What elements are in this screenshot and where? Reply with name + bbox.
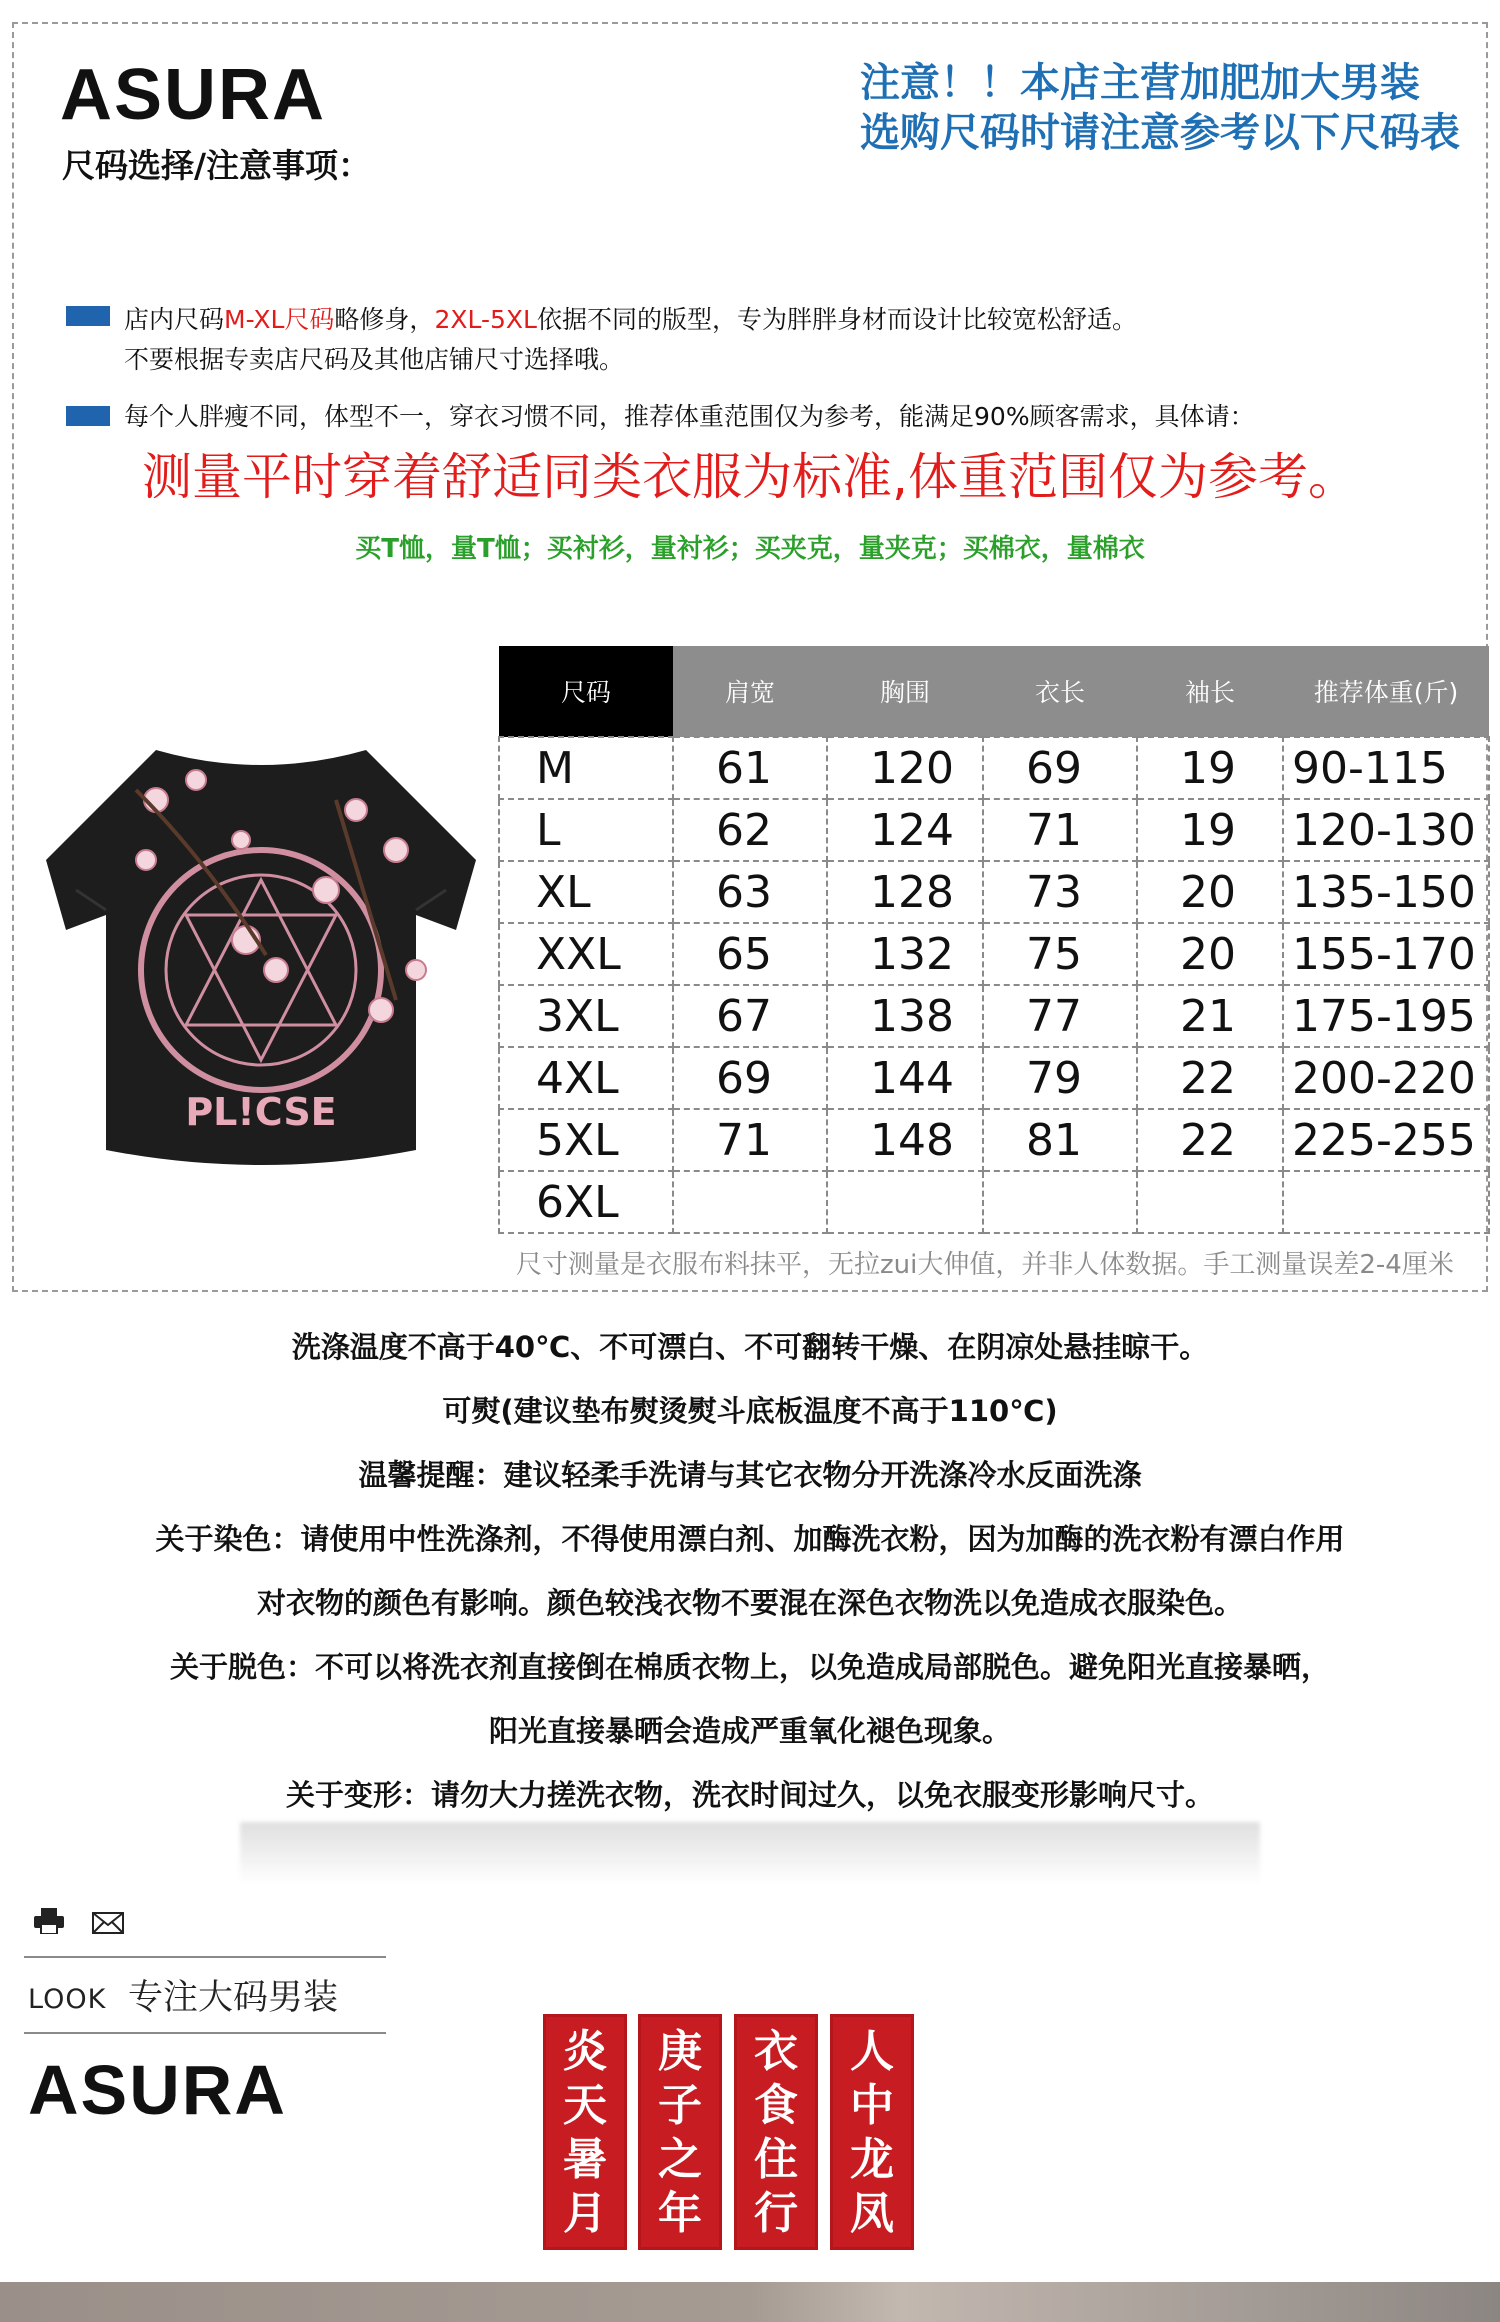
bullet-bar bbox=[66, 406, 110, 426]
care-line: 温馨提醒：建议轻柔手洗请与其它衣物分开洗涤冷水反面洗涤 bbox=[358, 1458, 1142, 1492]
table-row bbox=[499, 923, 1489, 985]
measure-warning: 测量平时穿着舒适同类衣服为标准,体重范围仅为参考。 bbox=[142, 448, 1358, 506]
table-cell: 144 bbox=[827, 1047, 983, 1109]
notice-box bbox=[860, 58, 1460, 158]
table-cell: 175-195 bbox=[1283, 985, 1489, 1047]
table-cell: M bbox=[499, 737, 673, 799]
table-cell: 22 bbox=[1137, 1047, 1283, 1109]
table-row bbox=[499, 1047, 1489, 1109]
table-cell: 90-115 bbox=[1283, 737, 1489, 799]
table-cell: 3XL bbox=[499, 985, 673, 1047]
table-cell: 120-130 bbox=[1283, 799, 1489, 861]
care-line: 对衣物的颜色有影响。颜色较浅衣物不要混在深色衣物洗以免造成衣服染色。 bbox=[256, 1586, 1243, 1620]
table-cell: 61 bbox=[673, 737, 827, 799]
table-header-cell: 袖长 bbox=[1137, 646, 1283, 737]
table-cell: 69 bbox=[983, 737, 1137, 799]
tagline: 专注大码男装 bbox=[128, 1978, 339, 2018]
table-cell: 69 bbox=[673, 1047, 827, 1109]
table-cell: 20 bbox=[1137, 923, 1283, 985]
table-row bbox=[499, 861, 1489, 923]
table-header-cell: 推荐体重(斤) bbox=[1283, 646, 1489, 737]
care-line: 洗涤温度不高于40℃、不可漂白、不可翻转干燥、在阴凉处悬挂晾干。 bbox=[291, 1330, 1209, 1364]
table-cell: 71 bbox=[983, 799, 1137, 861]
table-header-cell: 肩宽 bbox=[673, 646, 827, 737]
table-cell: 20 bbox=[1137, 861, 1283, 923]
table-cell bbox=[983, 1171, 1137, 1233]
table-cell: 21 bbox=[1137, 985, 1283, 1047]
table-cell: 73 bbox=[983, 861, 1137, 923]
brand-logo-footer: ASURA bbox=[28, 2051, 287, 2129]
size-note-2: 不要根据专卖店尺码及其他店铺尺寸选择哦。 bbox=[124, 345, 625, 374]
bottom-photo-strip bbox=[0, 2282, 1500, 2322]
care-line: 关于染色：请使用中性洗涤剂，不得使用漂白剂、加酶洗衣粉，因为加酶的洗衣粉有漂白作用 bbox=[155, 1522, 1345, 1556]
table-cell bbox=[673, 1171, 827, 1233]
table-cell: 128 bbox=[827, 861, 983, 923]
table-cell: 200-220 bbox=[1283, 1047, 1489, 1109]
care-line: 关于变形：请勿大力搓洗衣物，洗衣时间过久，以免衣服变形影响尺寸。 bbox=[285, 1778, 1214, 1812]
table-cell: 77 bbox=[983, 985, 1137, 1047]
table-cell: 79 bbox=[983, 1047, 1137, 1109]
table-cell: 124 bbox=[827, 799, 983, 861]
section-subtitle: 尺码选择/注意事项： bbox=[62, 146, 372, 185]
size-note: 店内尺码M-XL尺码略修身，2XL-5XL依据不同的版型，专为胖胖身材而设计比较宽松舒适。 bbox=[124, 305, 1137, 334]
table-cell: 19 bbox=[1137, 737, 1283, 799]
care-instructions bbox=[0, 1315, 1500, 1827]
table-cell: 71 bbox=[673, 1109, 827, 1171]
brand-logo: ASURA bbox=[60, 55, 327, 135]
table-cell: 63 bbox=[673, 861, 827, 923]
mail-icon[interactable] bbox=[92, 1912, 124, 1934]
notice-line-1: 注意！！本店主营加肥加大男装 bbox=[860, 60, 1420, 106]
table-header-cell: 尺码 bbox=[499, 646, 673, 737]
notice-line-2: 选购尺码时请注意参考以下尺码表 bbox=[860, 110, 1460, 156]
table-row bbox=[499, 737, 1489, 799]
table-cell: 62 bbox=[673, 799, 827, 861]
table-cell: 65 bbox=[673, 923, 827, 985]
table-cell: 22 bbox=[1137, 1109, 1283, 1171]
shirt-print-text: PL!CSE bbox=[185, 1090, 337, 1134]
table-cell: 67 bbox=[673, 985, 827, 1047]
table-cell: XL bbox=[499, 861, 673, 923]
care-line: 阳光直接暴晒会造成严重氧化褪色现象。 bbox=[488, 1714, 1011, 1748]
table-cell: 5XL bbox=[499, 1109, 673, 1171]
seal-1: 炎 天 暑 月 bbox=[543, 2014, 627, 2250]
table-cell: 135-150 bbox=[1283, 861, 1489, 923]
table-cell: 4XL bbox=[499, 1047, 673, 1109]
table-cell bbox=[827, 1171, 983, 1233]
table-cell bbox=[1137, 1171, 1283, 1233]
table-row bbox=[499, 985, 1489, 1047]
table-footnote: 尺寸测量是衣服布料抹平，无拉zui大伸值，并非人体数据。手工测量误差2-4厘米 bbox=[516, 1250, 1454, 1280]
table-cell: 138 bbox=[827, 985, 983, 1047]
table-cell: 155-170 bbox=[1283, 923, 1489, 985]
divider bbox=[24, 2032, 386, 2034]
table-cell: 81 bbox=[983, 1109, 1137, 1171]
table-cell: 132 bbox=[827, 923, 983, 985]
table-row bbox=[499, 1171, 1489, 1233]
table-cell: 225-255 bbox=[1283, 1109, 1489, 1171]
table-header-cell: 胸围 bbox=[827, 646, 983, 737]
care-line: 可熨(建议垫布熨烫熨斗底板温度不高于110℃) bbox=[442, 1394, 1058, 1428]
table-cell: 120 bbox=[827, 737, 983, 799]
divider bbox=[24, 1956, 386, 1958]
table-header-row bbox=[499, 646, 1489, 737]
table-cell: 19 bbox=[1137, 799, 1283, 861]
weight-note: 每个人胖瘦不同，体型不一，穿衣习惯不同，推荐体重范围仅为参考，能满足90%顾客需求，具体请： bbox=[124, 402, 1255, 431]
table-cell: L bbox=[499, 799, 673, 861]
bullet-bar bbox=[66, 306, 110, 326]
look-label: LOOK bbox=[28, 1984, 107, 2015]
seal-3: 衣 食 住 行 bbox=[734, 2014, 818, 2250]
measure-tip: 买T恤，量T恤；买衬衫，量衬衫；买夹克，量夹克；买棉衣，量棉衣 bbox=[355, 534, 1145, 564]
table-header-cell: 衣长 bbox=[983, 646, 1137, 737]
reflection-decoration bbox=[240, 1822, 1260, 1884]
table-cell: XXL bbox=[499, 923, 673, 985]
table-row bbox=[499, 1109, 1489, 1171]
table-cell: 75 bbox=[983, 923, 1137, 985]
size-table bbox=[498, 646, 1490, 1234]
care-line: 关于脱色：不可以将洗衣剂直接倒在棉质衣物上，以免造成局部脱色。避免阳光直接暴晒， bbox=[169, 1650, 1330, 1684]
table-cell bbox=[1283, 1171, 1489, 1233]
tshirt-image bbox=[36, 740, 486, 1180]
table-cell: 148 bbox=[827, 1109, 983, 1171]
table-cell: 6XL bbox=[499, 1171, 673, 1233]
print-icon[interactable] bbox=[34, 1908, 64, 1934]
table-row bbox=[499, 799, 1489, 861]
seal-4: 人 中 龙 凤 bbox=[830, 2014, 914, 2250]
seal-2: 庚 子 之 年 bbox=[638, 2014, 722, 2250]
